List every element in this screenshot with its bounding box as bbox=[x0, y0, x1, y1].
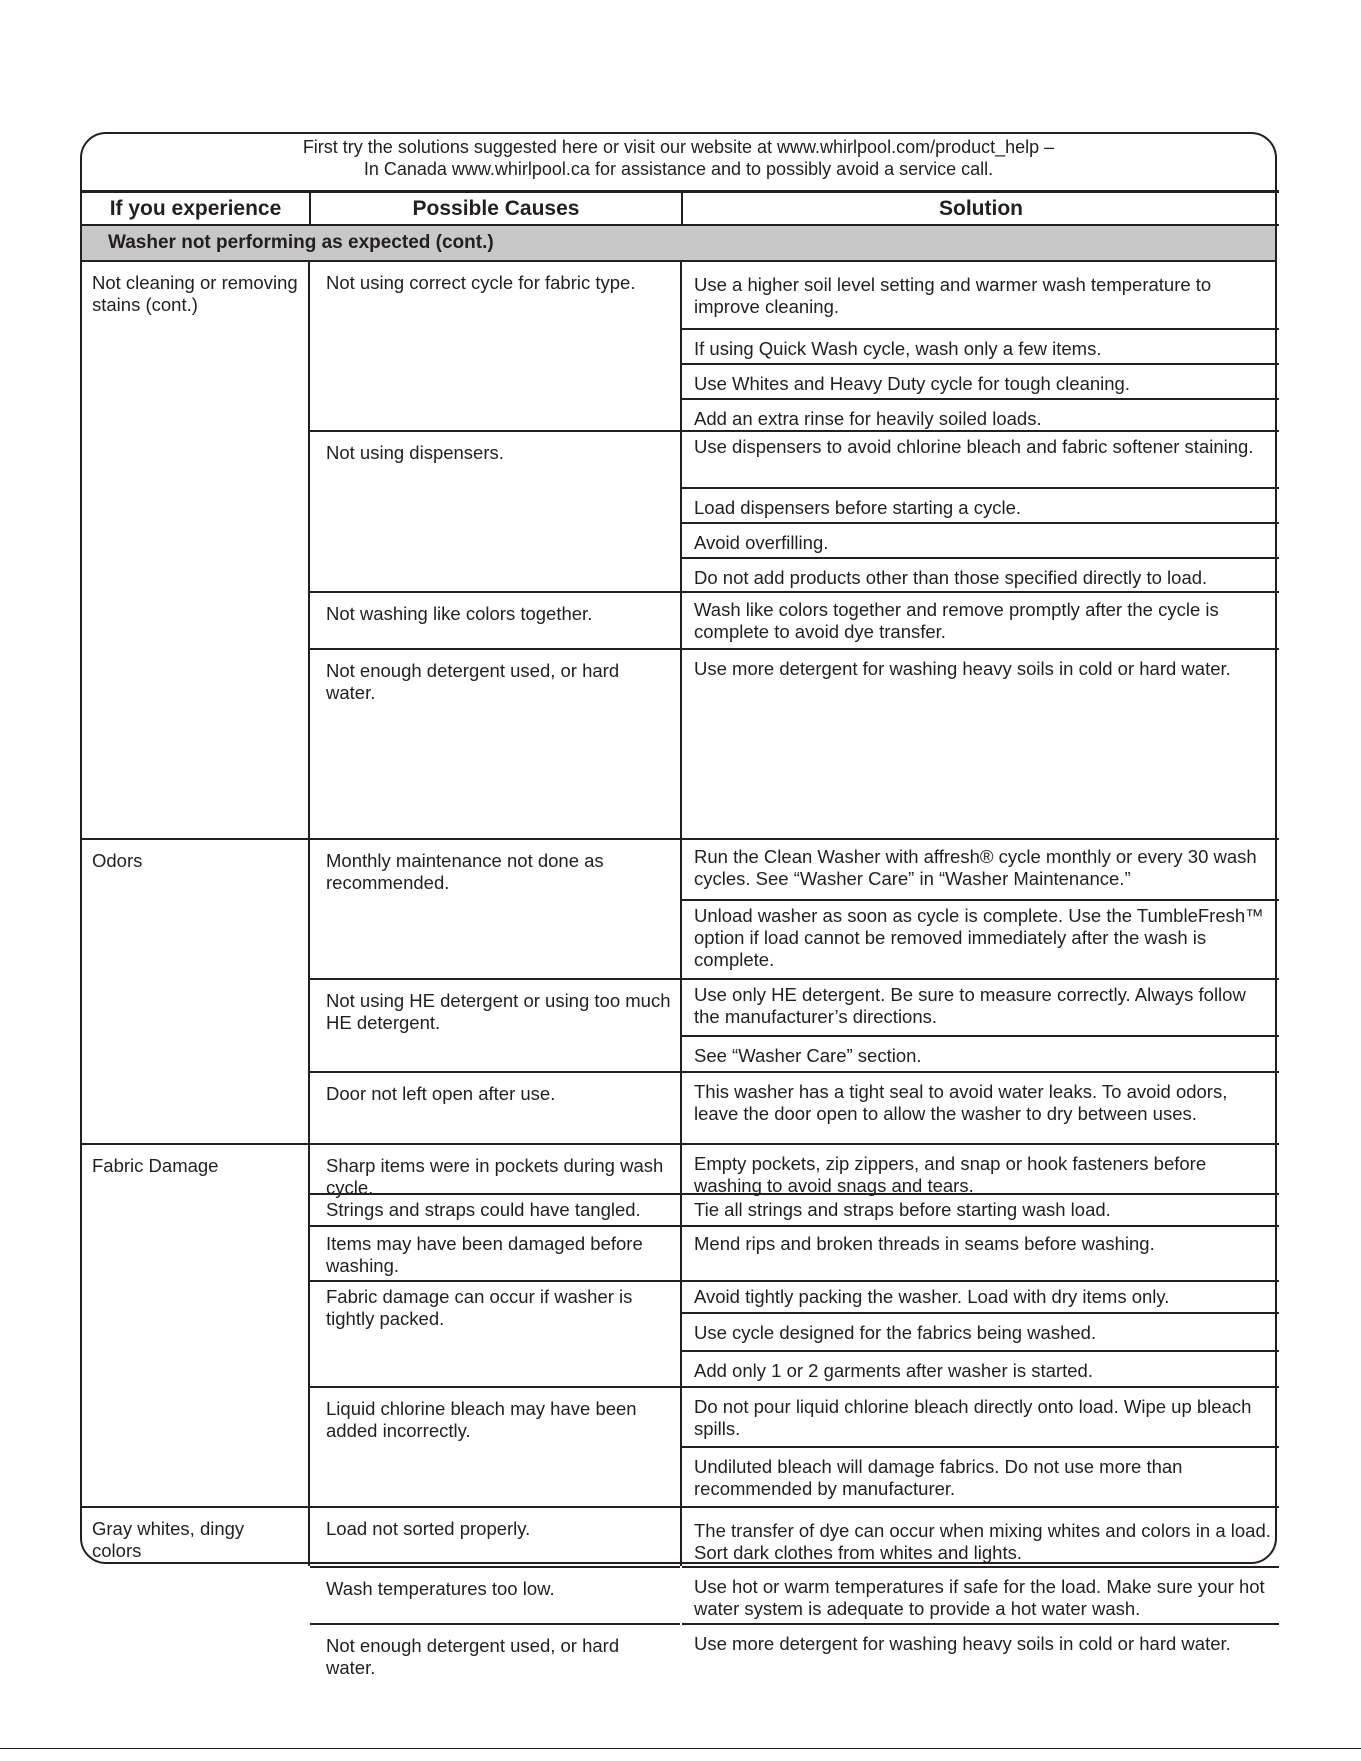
intro-note bbox=[82, 134, 1275, 190]
cause-cell: Liquid chlorine bleach may have been added incorrectly. bbox=[310, 1386, 680, 1506]
solution-cell: Undiluted bleach will damage fabrics. Do not use more than recommended by manufacturer. bbox=[682, 1446, 1279, 1506]
solution-cell: Wash like colors together and remove promptly after the cycle is complete to avoid dye transfer. bbox=[682, 591, 1279, 648]
cause-cell: Not enough detergent used, or hard water. bbox=[310, 1623, 680, 1680]
solution-cell: Do not pour liquid chlorine bleach directly onto load. Wipe up bleach spills. bbox=[682, 1386, 1279, 1446]
solution-cell: Use a higher soil level setting and warmer wash temperature to improve cleaning. bbox=[694, 274, 1212, 317]
solution-cell: Avoid tightly packing the washer. Load with dry items only. bbox=[682, 1280, 1279, 1312]
intro-line-1: First try the solutions suggested here or visit our website at www.whirlpool.com/product_help – bbox=[302, 137, 1055, 157]
header-solution: Solution bbox=[681, 190, 1279, 226]
cause-cell: Not using HE detergent or using too much HE detergent. bbox=[310, 978, 680, 1071]
solution-cell: If using Quick Wash cycle, wash only a few items. bbox=[682, 328, 1279, 363]
cause-cell: Fabric damage can occur if washer is tightly packed. bbox=[310, 1280, 680, 1386]
header-experience: If you experience bbox=[82, 190, 309, 226]
cause-cell: Not washing like colors together. bbox=[310, 591, 680, 648]
cause-cell: Strings and straps could have tangled. bbox=[310, 1193, 680, 1225]
solution-cell: Use more detergent for washing heavy soils in cold or hard water. bbox=[682, 1623, 1279, 1680]
cause-cell: Load not sorted properly. bbox=[310, 1506, 680, 1566]
solution-cell: Add only 1 or 2 garments after washer is started. bbox=[682, 1350, 1279, 1386]
solution-cell: Use dispensers to avoid chlorine bleach and fabric softener staining. bbox=[682, 430, 1279, 487]
experience-cell: Gray whites, dingy colors bbox=[82, 1506, 308, 1566]
cause-cell: Door not left open after use. bbox=[310, 1071, 680, 1143]
solution-cell: Use only HE detergent. Be sure to measure correctly. Always follow the manufacturer’s directions. bbox=[682, 978, 1279, 1035]
cause-cell: Not using dispensers. bbox=[310, 430, 680, 591]
intro-line-2: In Canada www.whirlpool.ca for assistance and to possibly avoid a service call. bbox=[363, 159, 994, 179]
solution-cell: Use cycle designed for the fabrics being washed. bbox=[682, 1312, 1279, 1350]
solution-cell: See “Washer Care” section. bbox=[682, 1035, 1279, 1071]
solution-cell: Use Whites and Heavy Duty cycle for tough cleaning. bbox=[682, 363, 1279, 398]
header-causes: Possible Causes bbox=[309, 190, 681, 226]
solution-cell: This washer has a tight seal to avoid water leaks. To avoid odors, leave the door open to allow the washer to dry between uses. bbox=[682, 1071, 1279, 1143]
cause-cell: Items may have been damaged before washing. bbox=[310, 1225, 680, 1280]
cause-cell: Wash temperatures too low. bbox=[310, 1566, 680, 1623]
solution-cell: Unload washer as soon as cycle is complete. Use the TumbleFresh™ option if load cannot be removed immediately after the wash is complete. bbox=[682, 899, 1279, 978]
solution-cell: Tie all strings and straps before starting wash load. bbox=[682, 1193, 1279, 1225]
cause-cell: Sharp items were in pockets during wash cycle. bbox=[310, 1143, 680, 1193]
solution-cell: Mend rips and broken threads in seams before washing. bbox=[682, 1225, 1279, 1280]
troubleshooting-table bbox=[80, 132, 1277, 1678]
experience-cell: Odors bbox=[82, 838, 308, 1143]
page-footer-rule bbox=[0, 1748, 1361, 1749]
solution-cell: Avoid overfilling. bbox=[682, 522, 1279, 557]
solution-cell: Run the Clean Washer with affresh® cycle monthly or every 30 wash cycles. See “Washer Care” in “Washer Maintenance.” bbox=[682, 838, 1279, 899]
solution-cell: The transfer of dye can occur when mixing whites and colors in a load. Sort dark clothes from whites and lights. bbox=[682, 1506, 1279, 1566]
solution-cell: Use hot or warm temperatures if safe for the load. Make sure your hot water system is adequate to provide a hot water wash. bbox=[682, 1566, 1279, 1623]
cause-cell: Not using correct cycle for fabric type. bbox=[326, 272, 636, 293]
solution-cell: Empty pockets, zip zippers, and snap or hook fasteners before washing to avoid snags and tears. bbox=[682, 1143, 1279, 1193]
solution-cell: Add an extra rinse for heavily soiled loads. bbox=[682, 398, 1279, 430]
solution-cell: Do not add products other than those specified directly to load. bbox=[682, 557, 1279, 591]
cause-cell: Not enough detergent used, or hard water. bbox=[310, 648, 680, 838]
section-title: Washer not performing as expected (cont.) bbox=[82, 226, 1275, 262]
solution-cell: Load dispensers before starting a cycle. bbox=[682, 487, 1279, 522]
experience-cell: Not cleaning or removing stains (cont.) bbox=[92, 272, 298, 315]
solution-cell: Use more detergent for washing heavy soils in cold or hard water. bbox=[682, 648, 1279, 838]
experience-cell: Fabric Damage bbox=[82, 1143, 308, 1506]
cause-cell: Monthly maintenance not done as recommended. bbox=[310, 838, 680, 978]
